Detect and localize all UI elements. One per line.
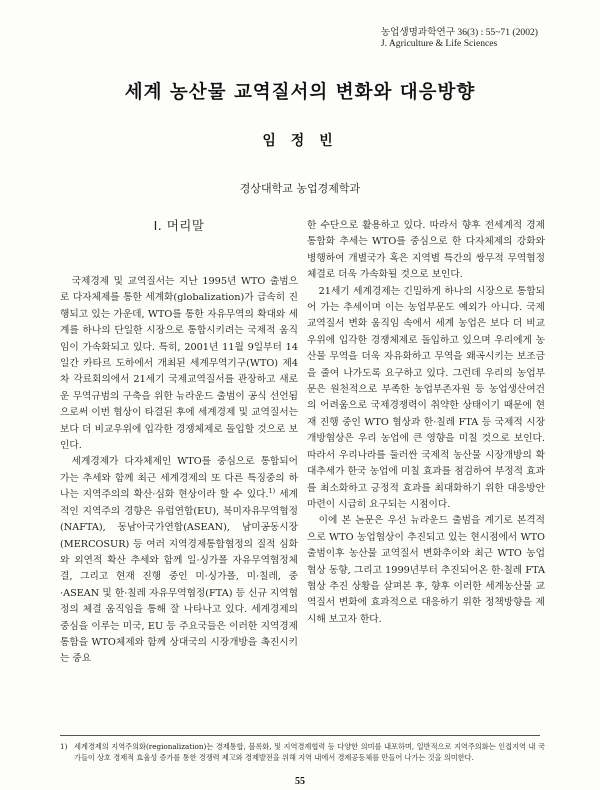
section-heading-introduction: Ⅰ. 머리말: [153, 218, 205, 233]
footnote-text: 세계경제의 지역주의화(regionalization)는 경제통합, 블록화, 및 지역경제협력 등 다양한 의미를 내포하며, 일반적으로 지역주의화는 인접지역 내 국가들이 상호 경제적 효율성 증가를 통한 경쟁력 제고와 경제발전을 위해 지역 내에서 경제공동체를 만들어 나가는 것을 의미한다.: [74, 742, 545, 762]
body-text: 세계적인 지역주의 경향은 유럽연합(EU), 북미자유무역협정(NAFTA), 동남아국가연합(ASEAN), 남미공동시장(MERCOSUR) 등 여러 지역경제통합협정의 질적 심화와 외연적 확산 추세와 함께 일·싱가폴 자유무역협정체결, 그리고 현재 진행 중인 미·싱가폴, 미·칠레, 중·ASEAN 및 한·칠레 자유무역협정(FTA) 등 신규 지역협정의 체결 움직임을 통해 잘 나타나고 있다. 세계경제의 중심을 이루는 미국, EU 등 주요국들은 이러한 지역경제통합을 WTO체제와 함께 상대국의 시장개방을 촉진시키는 중요: [60, 489, 298, 665]
right-column: [307, 218, 545, 628]
page-number: 55: [295, 776, 305, 787]
author-name: 임 정 빈: [262, 133, 338, 149]
body-paragraph: 이에 본 논문은 우선 뉴라운드 출범을 계기로 본격적으로 WTO 농업협상이 추진되고 있는 현시점에서 WTO 출범이후 농산물 교역질서 변화추이와 최근 WTO 농업협상 동향, 그리고 1999년부터 추진되어온 한·칠레 FTA 협상 추진 상황을 살펴본 후, 향후 이러한 세계농산물 교역질서 변화에 효과적으로 대응하기 위한 정책방향을 제시해 보고자 한다.: [307, 515, 545, 625]
footnote: [60, 742, 545, 763]
footnote-reference[interactable]: 1): [268, 487, 276, 496]
body-paragraph: [60, 454, 298, 667]
footnote-divider: [60, 735, 540, 736]
paper-title: 세계 농산물 교역질서의 변화와 대응방향: [124, 82, 476, 103]
footnote-mark: 1): [60, 742, 68, 751]
body-text: 세계경제가 다자체제인 WTO를 중심으로 통합되어 가는 추세와 함께 최근 세계경제의 또 다른 특징중의 하나는 지역주의의 확산·심화 현상이라 할 수 있다.: [60, 456, 298, 501]
body-paragraph: 한 수단으로 활용하고 있다. 따라서 향후 전세계적 경제통합화 추세는 WTO를 중심으로 한 다자체제의 강화와 병행하여 개별국가 혹은 지역별 특간의 쌍무적 무역협정체결로 더욱 가속화될 것으로 보인다.: [307, 220, 545, 281]
left-column: [60, 218, 298, 668]
author-affiliation: 경상대학교 농업경제학과: [239, 182, 361, 195]
journal-citation: [381, 27, 538, 49]
journal-citation-korean: 농업생명과학연구 36(3) : 55~71 (2002): [380, 27, 538, 38]
body-paragraph: 21세기 세계경제는 긴밀하게 하나의 시장으로 통합되어 가는 추세이며 이는 농업부문도 예외가 아니다. 국제 교역질서 변화 움직임 속에서 세계 농업은 보다 더 비교우위에 입각한 경쟁체제로 돌입하고 있으며 우리에게 농산물 무역을 더욱 자유화하고 무역을 왜곡시키는 보조금을 줄여 나가도록 요구하고 있다. 그런데 우리의 농업부문은 원천적으로 부족한 농업부존자원 등 농업생산여건의 어려움으로 국제경쟁력이 취약한 상태이기 때문에 현재 진행 중인 WTO 협상과 한·칠레 FTA 등 국제적 시장개방협상은 우리 농업에 큰 영향을 미칠 것으로 보인다. 따라서 우리나라를 둘러싼 국제적 농산물 시장개방의 확대추세가 한국 농업에 미칠 효과를 점검하여 부정적 효과를 최소화하고 긍정적 효과를 최대화하기 위한 대응방안 마련이 시급히 요구되는 시점이다.: [307, 285, 545, 510]
journal-citation-english: J. Agriculture & Life Sciences: [380, 38, 498, 49]
body-paragraph: 국제경제 및 교역질서는 지난 1995년 WTO 출범으로 다자체제를 통한 세계화(globalization)가 급속히 진행되고 있는 가운데, WTO를 통한 자유무역의 확대와 세계를 하나의 단일한 시장으로 통합시키려는 국제적 움직임이 가속화되고 있다. 특히, 2001년 11월 9일부터 14일간 카타르 도하에서 개최된 세계무역기구(WTO) 제4차 각료회의에서 21세기 국제교역질서를 관장하고 새로운 무역규범의 구축을 위한 뉴라운드 출범이 공식 선언됨으로써 이번 협상이 타결된 후에 세계경제 및 교역질서는 보다 더 비교우위에 입각한 경쟁체제로 돌입할 것으로 보인다.: [60, 276, 298, 452]
